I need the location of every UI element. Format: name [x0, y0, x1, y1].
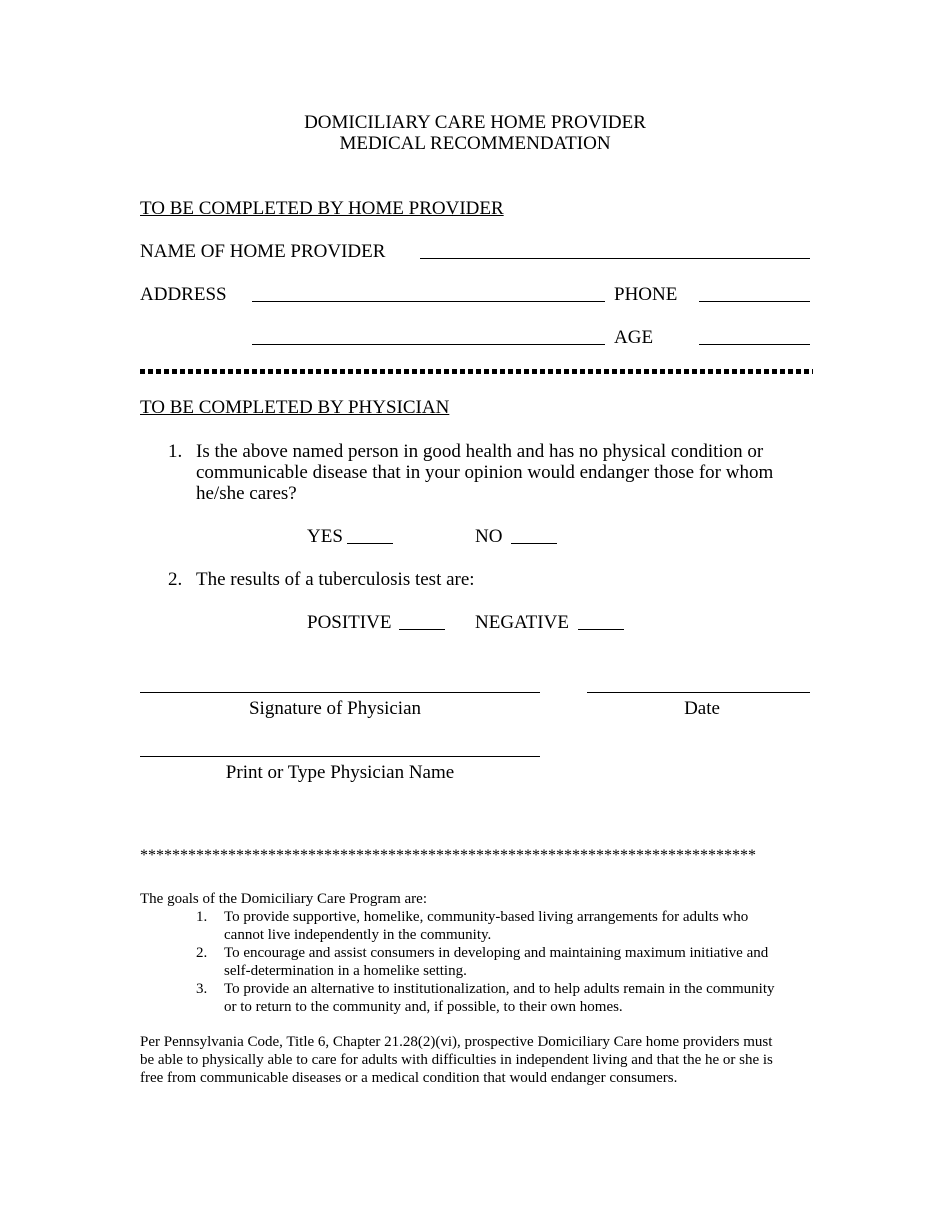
- provider-name-field[interactable]: [420, 258, 810, 259]
- negative-label: NEGATIVE: [475, 612, 569, 633]
- code-note-line-3: free from communicable diseases or a medical condition that would endanger consumers.: [140, 1070, 678, 1086]
- signature-field[interactable]: [140, 692, 540, 693]
- positive-label: POSITIVE: [307, 612, 392, 633]
- phone-label: PHONE: [614, 284, 678, 305]
- date-label: Date: [684, 698, 720, 719]
- goal-2-line-1: To encourage and assist consumers in developing and maintaining maximum initiative and: [224, 945, 769, 961]
- age-label: AGE: [614, 327, 654, 348]
- positive-answer-field[interactable]: [399, 629, 445, 630]
- title-line-1: DOMICILIARY CARE HOME PROVIDER: [304, 112, 646, 133]
- address-label: ADDRESS: [140, 284, 227, 305]
- goal-2-line-2: self-determination in a homelike setting.: [224, 963, 467, 979]
- question-2-number: 2.: [168, 569, 183, 590]
- phone-field[interactable]: [699, 301, 810, 302]
- goal-3-line-1: To provide an alternative to institutionalization, and to help adults remain in the community: [224, 981, 775, 997]
- address-field-line-2[interactable]: [252, 344, 605, 345]
- star-separator: *****************************************************************************: [140, 847, 756, 864]
- question-1-text-line-3: he/she cares?: [196, 483, 297, 504]
- yes-label: YES: [307, 526, 343, 547]
- goal-1-number: 1.: [196, 909, 208, 925]
- print-name-label: Print or Type Physician Name: [225, 762, 455, 783]
- address-field-line-1[interactable]: [252, 301, 605, 302]
- goals-intro: The goals of the Domiciliary Care Program are:: [140, 891, 427, 907]
- goal-3-line-2: or to return to the community and, if possible, to their own homes.: [224, 999, 623, 1015]
- goal-3-number: 3.: [196, 981, 208, 997]
- section-divider: [140, 369, 813, 374]
- goal-2-number: 2.: [196, 945, 208, 961]
- goal-1-line-2: cannot live independently in the community.: [224, 927, 492, 943]
- question-1-number: 1.: [168, 441, 183, 462]
- name-of-home-provider-label: NAME OF HOME PROVIDER: [140, 241, 386, 262]
- title-line-2: MEDICAL RECOMMENDATION: [339, 133, 611, 154]
- question-1-text-line-1: Is the above named person in good health and has no physical condition or: [196, 441, 764, 462]
- signature-label: Signature of Physician: [248, 698, 422, 719]
- question-2-text: The results of a tuberculosis test are:: [196, 569, 475, 590]
- goal-1-line-1: To provide supportive, homelike, community-based living arrangements for adults who: [224, 909, 749, 925]
- code-note-line-2: be able to physically able to care for adults with difficulties in independent living and that the he or she is: [140, 1052, 773, 1068]
- physician-name-field[interactable]: [140, 756, 540, 757]
- question-1-text-line-2: communicable disease that in your opinion would endanger those for whom: [196, 462, 774, 483]
- negative-answer-field[interactable]: [578, 629, 624, 630]
- yes-answer-field[interactable]: [347, 543, 393, 544]
- date-field[interactable]: [587, 692, 810, 693]
- no-answer-field[interactable]: [511, 543, 557, 544]
- physician-section-heading: TO BE COMPLETED BY PHYSICIAN: [140, 397, 450, 418]
- code-note-line-1: Per Pennsylvania Code, Title 6, Chapter 21.28(2)(vi), prospective Domiciliary Care home providers must: [140, 1034, 773, 1050]
- provider-section-heading: TO BE COMPLETED BY HOME PROVIDER: [140, 198, 504, 219]
- age-field[interactable]: [699, 344, 810, 345]
- no-label: NO: [475, 526, 503, 547]
